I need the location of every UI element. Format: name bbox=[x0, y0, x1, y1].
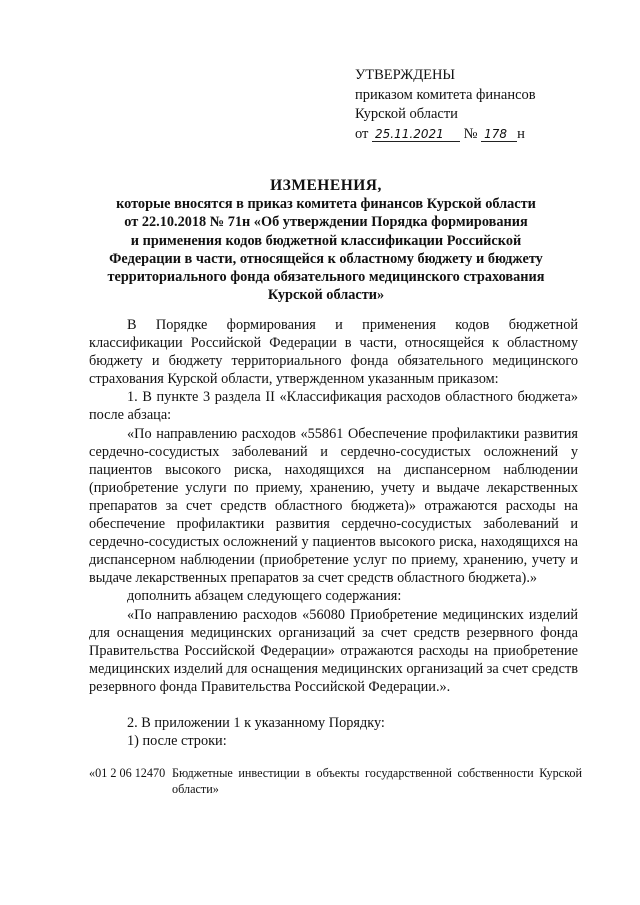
paragraph-quote-55861: «По направлению расходов «55861 Обеспечение профилактики развития сердечно-сосудистых заболеваний и сердечно-сосудистых осложнений у пациентов высокого риска, находящихся на диспансерном наблюдении (приобретение услуги по приему, хранению, учету и выдаче лекарственных препаратов за счет средств областного бюджета)» отражаются расходы на обеспечение профилактики развития сердечно-сосудистых заболеваний и сердечно-сосудистых осложнений у пациентов высокого риска, находящихся на диспансерном наблюдении (приобретение услуг по приему, хранению, учету и выдаче лекарственных препаратов за счет средств областного бюджета).» bbox=[89, 425, 578, 587]
paragraph-item-2: 2. В приложении 1 к указанному Порядку: bbox=[127, 714, 385, 731]
title-heading: ИЗМЕНЕНИЯ, bbox=[270, 177, 382, 194]
approval-number-suffix: н bbox=[517, 125, 525, 142]
title-line: территориального фонда обязательного медицинского страхования bbox=[107, 269, 545, 286]
title-line: Курской области» bbox=[267, 287, 385, 304]
paragraph-quote-56080: «По направлению расходов «56080 Приобретение медицинских изделий для оснащения медицинских организаций за счет средств резервного фонда Правительства Российской Федерации» отражаются расходы на приобретение медицинских изделий для оснащения медицинских организаций за счет средств резервного фонда Правительства Российской Федерации.». bbox=[89, 606, 578, 695]
paragraph-subitem-1: 1) после строки: bbox=[127, 733, 227, 750]
approval-number-sign: № bbox=[463, 125, 478, 142]
document-title bbox=[80, 177, 572, 304]
approval-heading: УТВЕРЖДЕНЫ bbox=[355, 67, 456, 83]
title-line: от 22.10.2018 № 71н «Об утверждении Порядка формирования bbox=[124, 214, 528, 231]
approval-date-line bbox=[355, 125, 595, 145]
title-line: которые вносятся в приказ комитета финансов Курской области bbox=[116, 196, 536, 213]
paragraph-gap bbox=[89, 696, 578, 714]
approval-number: 178 bbox=[481, 127, 517, 142]
paragraph-item-1: 1. В пункте 3 раздела II «Классификация расходов областного бюджета» после абзаца: bbox=[89, 389, 578, 424]
approval-date: 25.11.2021 bbox=[372, 127, 460, 142]
approval-line-region: Курской области bbox=[355, 106, 458, 122]
paragraph-supplement: дополнить абзацем следующего содержания: bbox=[127, 588, 402, 605]
approval-block bbox=[355, 66, 595, 144]
document-body bbox=[89, 316, 578, 750]
title-line: и применения кодов бюджетной классификации Российской bbox=[130, 232, 522, 249]
approval-ot: от bbox=[355, 125, 369, 142]
approval-line-order: приказом комитета финансов bbox=[355, 86, 536, 103]
paragraph-intro: В Порядке формирования и применения кодов бюджетной классификации Российской Федерации в части, относящейся к областному бюджету и бюджету территориального фонда обязательного медицинского страхования Курской области, утвержденном указанным приказом: bbox=[89, 317, 578, 388]
classification-code: «01 2 06 12470 bbox=[89, 766, 166, 780]
title-line: Федерации в части, относящейся к областному бюджету и бюджету bbox=[109, 250, 543, 267]
classification-description: Бюджетные инвестиции в объекты государственной собственности Курской области» bbox=[172, 766, 582, 796]
